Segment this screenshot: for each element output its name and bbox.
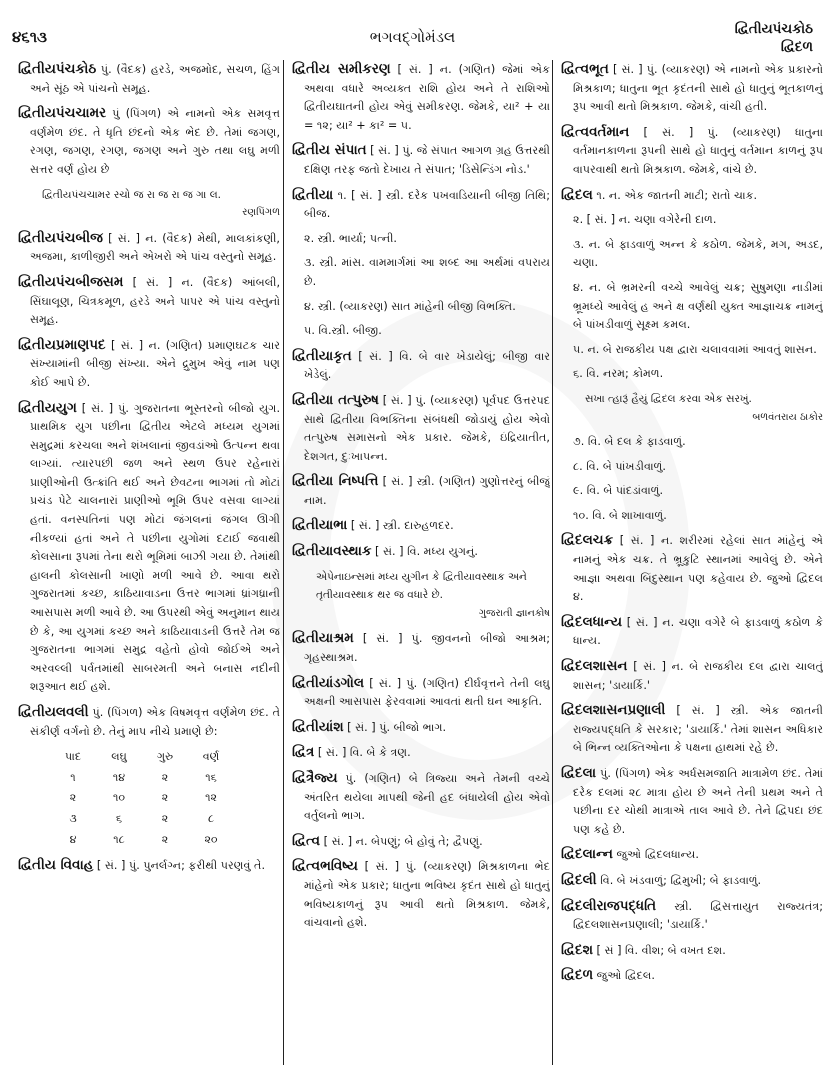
table-cell: ૬: [115, 811, 123, 825]
definition: [ સં. ] ન. (ગણિત) પ્રમાણઘટક ચાર સંખ્યામાંની બીજી સંખ્યા. એને દ્રુમુખ એવું નામ પણ કોઈ આપે છે.: [30, 338, 280, 389]
entry: [18, 399, 280, 698]
definition: [ સં. ] પું. પુનર્લગ્ન; ફરીથી પરણવું તે.: [93, 859, 266, 873]
table-header: વર્ણ: [202, 750, 220, 764]
sense: ૨. સ્ત્રી. ભાર્યા; પત્ની.: [304, 231, 397, 245]
entry: [292, 472, 550, 510]
headword: દ્વિદલશાસન: [561, 658, 628, 675]
sense: ૯. વિ. બે પાંદડાંવાળું.: [573, 484, 664, 498]
quotation-source: બળવંતરાય ઠાકોર: [752, 411, 823, 423]
headword: દ્વિદલશાસનપ્રણાલી: [561, 702, 666, 719]
book-title: ભગવદ્ગોમંડલ: [369, 28, 456, 46]
entry: [561, 845, 823, 865]
definition: [ સં. ] ન. શરીરમાં રહેલાં સાત માંહેનું એ નામનું એક ચક્ર. તે ભ્રૂકુટિ સ્થાનમાં આવેલું છે. એને આજ્ઞા અથવા બિંદુસ્થાન પણ કહેવાય છે. જુઓ દ્વિદલ ૪.: [573, 534, 823, 604]
table-header: લઘુ: [111, 750, 127, 764]
headword: દ્વિતીયાભા: [292, 517, 348, 534]
headword: દ્વિતીયપંચબીજસમ: [18, 273, 124, 290]
definition: [ સં. ] પું. (વ્યાકરણ) ધાતુના વર્તમાનકાળના રૂપની સાથે હો ધાતુનું વર્તમાન કાળનું રૂપ વાપરવાથી થતો મિશ્રકાળ. જેમકે, વાંચે છે.: [573, 125, 823, 176]
guide-word-last: દ્વિદળ: [780, 39, 813, 55]
definition: [ સં. ] પું. (વ્યાકરણ) પૂર્વપદ ઉત્તરપદ સાથે દ્વિતીયા વિભક્તિના સંબંધથી જોડાયું હોય એવો તત્પુરુષ સમાસનો એક પ્રકાર. જેમકે, ઇંદ્રિયાતીત, દેશગત, દુઃખાપન્ન.: [304, 393, 550, 463]
headword: દ્વિત્રૈજ્ય: [292, 770, 338, 786]
entry: [292, 629, 550, 667]
definition: [ સં. ] ન. (ગણિત) જેમાં એક અથવા વધારે અવ્યક્ત રાશિ હોય અને તે રાશિઓ દ્વિતીયઘાતની હોય એવું સમીકરણ. જેમકે, યા² + યા = ૧૨; યા² + કા² = ૫.: [304, 63, 550, 132]
sense: ૪. સ્ત્રી. (વ્યાકરણ) સાત માંહેની બીજી વિભક્તિ.: [304, 299, 516, 313]
headword: દ્વિદલી: [561, 871, 597, 888]
sense: ૫. ન. બે રાજકીય પક્ષ દ્વારા ચલાવવામાં આવતું શાસન.: [573, 342, 817, 356]
definition: પું (પિંગળ) એ નામનો એક સમવૃત્ત વર્ણમેળ છંદ. તે ધૃતિ છંદનો એક ભેદ છે. તેમાં જગણ, રગણ, જગણ, રગણ, જગણ અને ગુરુ તથા લઘુ મળી સત્તર વર્ણ હોય છે: [30, 107, 280, 176]
columns: [0, 60, 825, 1065]
headword: દ્વિતીયા નિષ્પત્તિ: [292, 473, 379, 490]
page-number: ૪૬૧૩: [12, 28, 48, 46]
entry: [561, 123, 823, 180]
headword: દ્વિત્વવર્તમાન: [561, 123, 630, 140]
entry: [292, 718, 550, 738]
entry: [292, 516, 550, 536]
definition: [ સં. ] ન. (વૈદક) મેથી, માલકાંકણી, અજમા, કાળીજીરી અને એખરો એ પાંચ વસ્તુનો સમૂહ.: [30, 231, 280, 264]
definition: [ સં. ] ન. બે રાજકીય દલ દ્વારા ચાલતું શાસન; 'ડાયાર્કિ.': [573, 660, 823, 692]
headword: દ્વિત્વભૂત: [561, 61, 609, 77]
entry: [561, 897, 823, 935]
headword: દ્વિદલ: [561, 186, 593, 203]
headword: દ્વિદલચક્ર: [561, 532, 614, 549]
table-cell: ૧૪: [112, 770, 126, 784]
definition: [ સં. ] સ્ત્રી. દારુહળદર.: [347, 519, 454, 533]
headword: દ્વિદશ: [561, 941, 593, 958]
entry: [292, 769, 550, 826]
definition: [ સં. ] પું. જે સંપાત આગળ ગ્રહ ઉત્તરથી દક્ષિણ તરફ જતો દેખાય તે સંપાત; 'ડિસેન્ડિંગ નોડ.': [304, 144, 550, 176]
table-cell: ૨: [161, 770, 169, 784]
entry: [292, 60, 550, 135]
headword: દ્વિતીય વિવાહ: [18, 857, 94, 874]
headword: દ્વિતીયાવસ્થાક: [292, 543, 372, 560]
table-header: પાદ: [65, 750, 81, 764]
definition: [ સં. ] વિ. બે કે ત્રણ.: [314, 746, 411, 760]
entry: [18, 703, 280, 741]
headword: દ્વિતીયા: [292, 186, 334, 203]
headword: દ્વિતીયલવલી: [18, 704, 89, 720]
headword: દ્વિતીયા તત્પુરુષ: [292, 391, 379, 408]
entry: [18, 60, 280, 98]
definition: [ સં. ] પું. (વ્યાકરણ) મિશ્રકાળના ભેદ માંહેનો એક પ્રકાર; ધાતુના ભવિષ્ય કૃદંત સાથે હો ધાતુનું ભવિષ્યકાળનું રૂપ આવી થતો મિશ્રકાળ. જેમકે, વાંચવાનો હશે.: [304, 860, 550, 930]
definition: વિ. બે ખંડવાળું; દ્વિમુખી; બે ફાડવાળું.: [596, 873, 762, 887]
definition: જુઓ દ્વિદલધાન્ય.: [612, 848, 699, 862]
entry: [292, 832, 550, 852]
headword: દ્વિદલાન્ન: [561, 846, 613, 863]
quotation-source: રણપિંગળ: [242, 207, 280, 219]
table-row: [58, 768, 242, 789]
entry: [561, 657, 823, 695]
definition: પું. (ગણિત) બે ત્રિજ્યા અને તેમની વચ્ચે અંતરિત થયેલા માપથી જેની હદ બંધાયેલી હોય એવો વર્તુલનો ભાગ.: [304, 772, 550, 823]
sense: ૭. વિ. બે દલ કે ફાડવાળું.: [573, 435, 686, 449]
headword: દ્વિદલા: [561, 765, 597, 781]
table-cell: ૪: [69, 832, 77, 846]
definition: ૧. [ સં. ] સ્ત્રી. દરેક પખવાડિયાની બીજી તિથિ; બીજ.: [304, 188, 550, 221]
table-cell: ૮: [207, 811, 215, 825]
table-cell: ૨૦: [204, 832, 218, 846]
meter-table: [58, 747, 242, 850]
guide-word-first: દ્વિતીયપંચકોઠ: [734, 21, 813, 37]
entry: [561, 186, 823, 206]
column-2: [283, 60, 550, 1065]
headword: દ્વિતીયાકૃત: [292, 347, 352, 364]
headword: દ્વિતીયયુગ: [18, 399, 77, 416]
quotation: સખા ત્હારૂં હૈયું દ્વિદલ કરવા એક સરખું.: [585, 392, 752, 405]
definition: પું. (પિંગળ) એક અર્ધસમજાતિ માત્રામેળ છંદ. તેમાં દરેક દલમાં ૨૮ માત્રા હોય છે અને તેની પ્રથમ અને તે પછીના દર ચોથી માત્રાએ તાલ આવે છે. તેને દ્વિપદા છંદ પણ કહે છે.: [573, 767, 823, 836]
headword: દ્વિતીયપ્રમાણપદ: [18, 336, 106, 353]
entry: [561, 941, 823, 961]
headword: દ્વિતીયાશ્રમ: [292, 630, 354, 647]
headword: દ્વિદળ: [561, 967, 594, 984]
sense: ૧૦. વિ. બે શાખાવાળું.: [573, 508, 667, 522]
sense: ૫. વિ.સ્ત્રી. બીજી.: [304, 324, 382, 338]
entry: [292, 857, 550, 932]
definition: સ્ત્રી. દ્વિસત્તાયુત રાજ્યતંત્ર; દ્વિદલશાસનપ્રણાલી; 'ડાયાર્કિ.': [573, 899, 823, 932]
entry: [561, 60, 823, 117]
headword: દ્વિતીયાંશ: [292, 718, 344, 735]
table-header-row: [58, 747, 242, 768]
table-cell: ૧૨: [205, 791, 217, 805]
headword: દ્વિતીયાંડગોલ: [292, 674, 365, 691]
definition: [ સં. ] પું. (વ્યાકરણ) એ નામનો એક પ્રકારનો મિશ્રકાળ; ધાતુના ભૂત કૃદંતની સાથે હો ધાતુનું ભૂતકાળનું રૂપ આવી થતો મિશ્રકાળ. જેમકે, વાંચી હતી.: [573, 63, 823, 114]
headword: દ્વિદલધાન્ય: [561, 613, 623, 630]
headword: દ્વિત્વભવિષ્ય: [292, 858, 358, 875]
sense: ૩. સ્ત્રી. માંસ. વામમાર્ગમાં આ શબ્દ આ અર્થમાં વપરાય છે.: [304, 256, 550, 288]
definition: [ સં. ] પું. ગુજરાતના ભૂસ્તરનો બીજો યુગ. પ્રાથમિક યુગ પછીના દ્વિતીય એટલે મધ્યમ યુગમાં સમુદ્રમાં કરચલા અને શંખલાનાં જીવડાંઓ ઉત્પન્ન થવા લાગ્યાં. ત્યારપછી જળ અને સ્થળ ઉપર રહેનારાં પ્રાણીઓની ઉત્ક્રાંતિ થઈ અને છેવટના ભાગમાં તો મોટાં પ્રચંડ પેટે ચાલનારાં પ્રાણીઓ ભૂમિ ઉપર વસવા લાગ્યાં હતાં. વનસ્પતિનાં પણ મોટાં જંગલનાં જંગલ ઊગી નીકળ્યાં હતાં અને તે પછીના યુગોમાં દટાઈ જવાથી કોલસાના રૂપમાં તેના થરો ભૂમિમાં બાઝી ગયા છે. તેમાંથી હાલની કોલસાની ખાણો મળી આવે છે. આવા થરો ગુજરાતમાં કચ્છ, કાઠિયાવાડના ઉત્તર ભાગમાં ધ્રાંગધ્રાની આસપાસ મળી આવે છે. આ ઉપરથી એવું અનુમાન થાય છે કે, આ યુગમાં કચ્છ અને કાઠિયાવાડની ઉત્તરે તેમ જ ગુજરાતના ભાગમાં સમુદ્ર વહેતો હોવો જોઈએ અને અરવલ્લી પર્વતમાંથી સાબરમતી અને બનાસ નદીની શરૂઆત થઈ હશે.: [30, 401, 280, 694]
definition: [ સં. ] વિ. બે વાર ખેડાયેલું; બીજી વાર ખેડેલું.: [304, 349, 550, 382]
headword: દ્વિત્વ: [292, 832, 321, 849]
definition: ૧. ન. એક જાતની માટી; રાતો ચાક.: [592, 188, 758, 202]
definition: [ સં. ] પું. બીજો ભાગ.: [343, 720, 447, 734]
table-cell: ૨: [69, 791, 77, 805]
table-cell: ૧૬: [205, 770, 217, 784]
guide-words: [735, 20, 813, 56]
definition: [ સં ] વિ. વીશ; બે વખત દશ.: [592, 943, 726, 957]
entry: [18, 336, 280, 393]
entry: [292, 141, 550, 179]
table-cell: ૧૮: [113, 832, 125, 846]
definition: [ સં. ] ન. (વૈદક) આંબલી, સિંઘાલૂણ, ચિત્રકમૂળ, હરડે અને પાપર એ પાંચ વસ્તુનો સમૂહ.: [30, 275, 280, 327]
headword: દ્વિત્ર: [292, 744, 315, 761]
definition: [ સં. ] પું. જીવનનો બીજો આશ્રમ; ગૃહસ્થાશ્રમ.: [304, 632, 550, 665]
table-cell: ૨: [161, 791, 169, 805]
entry: [18, 104, 280, 179]
sense: ૩. ન. બે ફાડવાળું અન્ન કે કઠોળ. જેમકે, મગ, અડદ, ચણા.: [573, 237, 823, 270]
entry: [561, 764, 823, 839]
entry: [292, 542, 550, 562]
entry: [561, 871, 823, 891]
entry: [561, 531, 823, 606]
table-cell: ૩: [69, 811, 77, 825]
headword: દ્વિતીયપંચકોઠ: [18, 61, 97, 77]
definition: પું. (પિંગળ) એક વિષમવૃત્ત વર્ણમેળ છંદ. તે સંકીર્ણ વર્ગનો છે. તેનું માપ નીચે પ્રમાણે છે:: [30, 706, 280, 738]
table-cell: ૨: [161, 832, 169, 846]
sense: ૪. ન. બે ભ્રમરની વચ્ચે આવેલું ચક્ર; સુષુમણા નાડીમાં ભ્રૂમધ્યે આવેલું હ અને ક્ષ વર્ણથી યુક્ત આજ્ઞાચક્ર નામનું બે પાંખડીવાળું સૂક્ષ્મ કમલ.: [573, 280, 823, 332]
column-3: [552, 60, 823, 1065]
quotation: દ્વિતીયપંચચામર રચો જ રા જ રા જ ગા લ.: [42, 188, 221, 201]
table-header: ગુરુ: [156, 750, 174, 764]
quotation: એપેનાઇન્સમાં મધ્ય યુગીન કે દ્વિતીયાવસ્થાક અને તૃતીયાવસ્થાક થર જ વધારે છે.: [316, 570, 527, 602]
entry: [292, 391, 550, 466]
table-row: [58, 788, 242, 809]
headword: દ્વિદલીરાજપદ્ધતિ: [561, 897, 657, 914]
definition: [ સં. ] વિ. મધ્ય યુગનું.: [371, 545, 478, 559]
table-cell: ૧૦: [112, 791, 125, 805]
quotation-source: ગુજરાતી જ્ઞાનકોષ: [478, 607, 550, 619]
entry: [18, 273, 280, 330]
sense: ૬. વિ. નરમ; કોમળ.: [573, 367, 664, 381]
table-row: [58, 809, 242, 830]
table-cell: ૨: [161, 811, 169, 825]
entry: [561, 701, 823, 758]
definition: પું. (વૈદક) હરડે, અજમોદ, સચળ, હિંગ અને સૂંઠ એ પાંચનો સમૂહ.: [30, 63, 280, 95]
entry: [292, 347, 550, 385]
definition: [ સં. ] સ્ત્રી. (ગણિત) ગુણોત્તરનું બીજું નામ.: [304, 475, 550, 507]
entry: [292, 674, 550, 712]
table-row: [58, 830, 242, 851]
sense: ૨. [ સં. ] ન. ચણા વગેરેની દાળ.: [573, 213, 717, 227]
entry: [292, 743, 550, 763]
headword: દ્વિતીયપંચબીજ: [18, 229, 103, 246]
headword: દ્વિતીયપંચચામર: [18, 105, 107, 122]
sense: ૮. વિ. બે પાંખડીવાળું.: [573, 459, 666, 473]
definition: [ સં. ] સ્ત્રી. એક જાતની રાજ્યપદ્ધતિ કે સરકાર; 'ડાયાર્કિ.' તેમાં શાસન અધિકાર બે ભિન્ન વ્યક્તિઓના કે પક્ષના હાથમાં રહે છે.: [573, 704, 823, 755]
definition: [ સં. ] ન. ચણા વગેરે બે ફાડવાળું કઠોળ કે ધાન્ય.: [573, 615, 823, 648]
table-cell: ૧: [70, 770, 76, 784]
entry: [561, 613, 823, 651]
entry: [561, 966, 823, 986]
entry: [18, 229, 280, 267]
headword: દ્વિતીય સમીકરણ: [292, 61, 391, 77]
column-1: [18, 60, 280, 1065]
page-header: [0, 16, 825, 56]
definition: [ સં. ] ન. બેપણું; બે હોવું તે; દ્વૈપણું.: [320, 834, 483, 848]
entry: [18, 856, 280, 876]
headword: દ્વિતીય સંપાત: [292, 142, 367, 159]
definition: જુઓ દ્વિદલ.: [593, 969, 655, 983]
entry: [292, 186, 550, 224]
definition: [ સં. ] પું. (ગણિત) દીર્ઘવૃત્તને તેની લઘુ અક્ષની આસપાસ ફેરવવામાં આવતાં થતી ઘન આકૃતિ.: [304, 676, 550, 709]
